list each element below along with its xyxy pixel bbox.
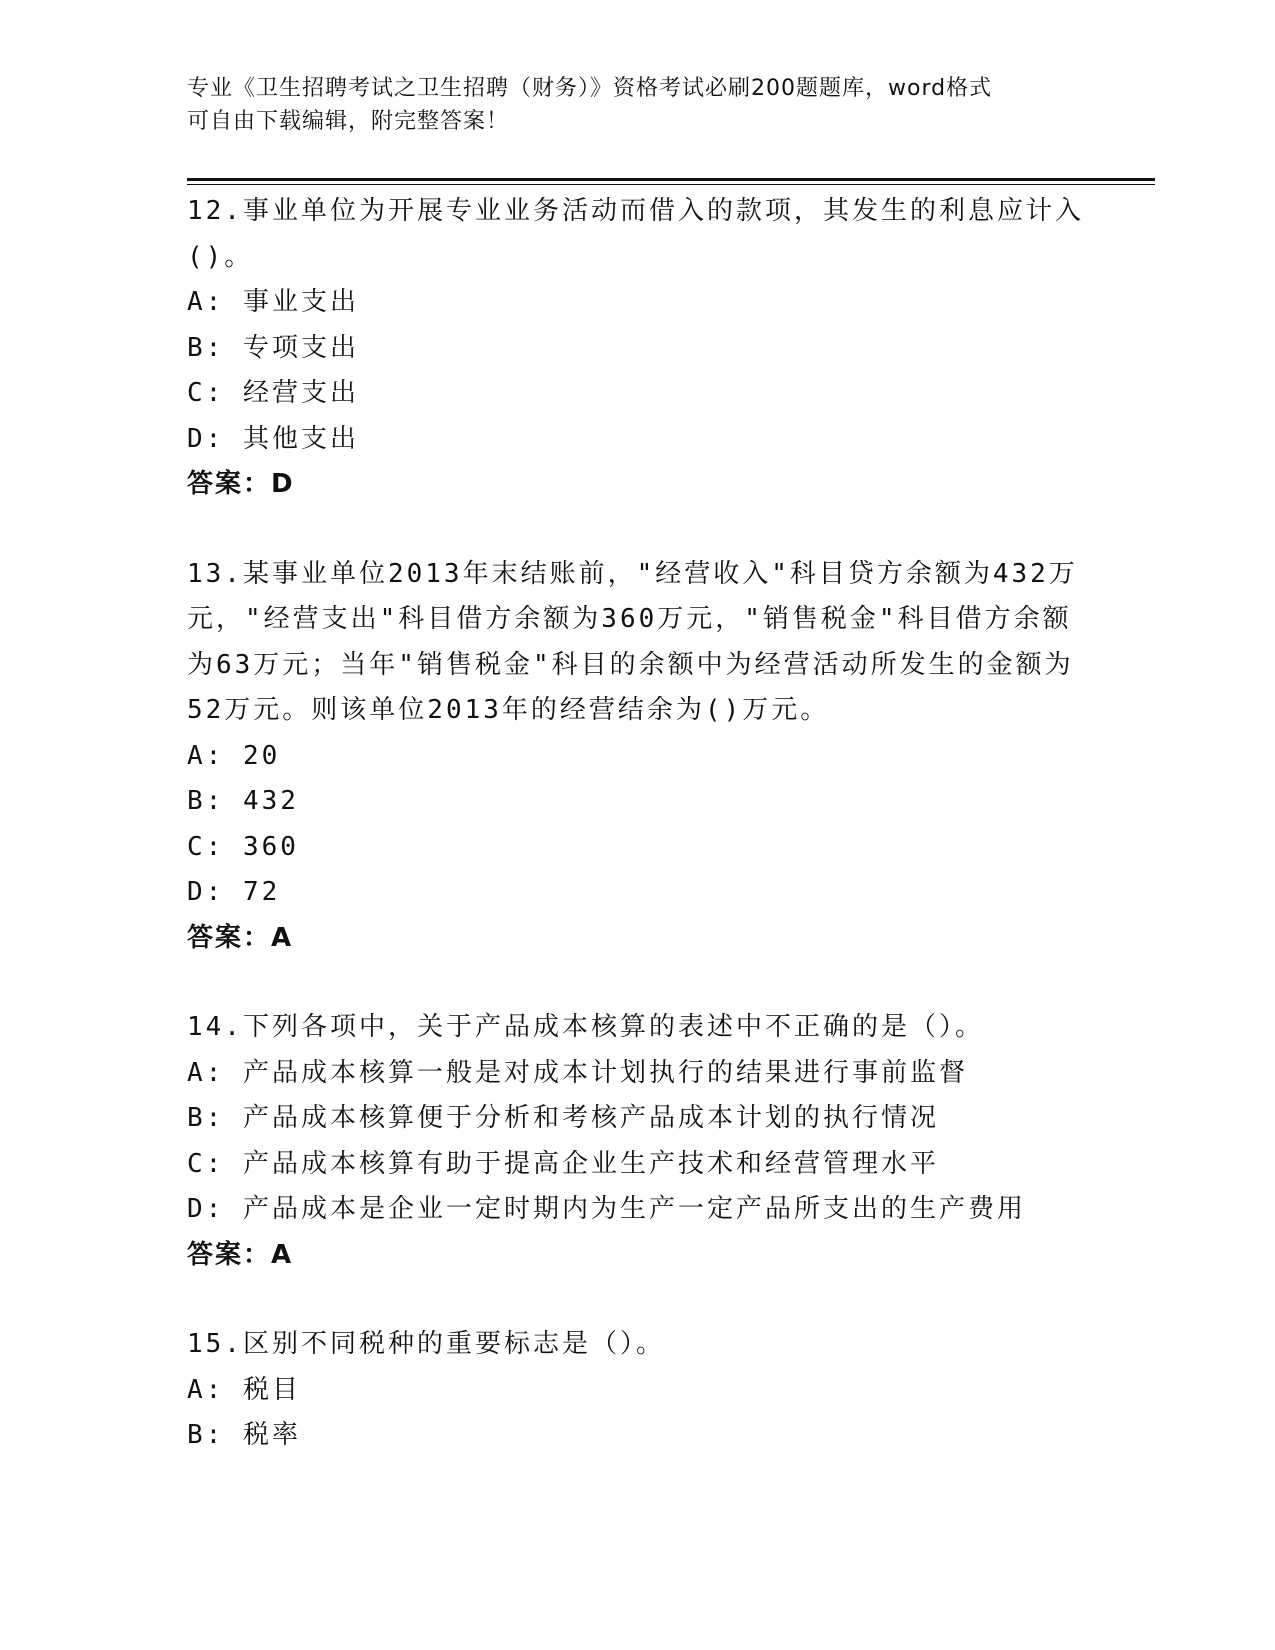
question-list: [187, 189, 1087, 1503]
option-c: C: 经营支出: [187, 378, 359, 408]
header-divider-thick: [187, 178, 1155, 181]
question-14: [187, 1005, 1087, 1278]
option-b: B: 产品成本核算便于分析和考核产品成本计划的执行情况: [187, 1103, 939, 1133]
question-12: [187, 189, 1087, 508]
question-15: [187, 1322, 1087, 1459]
option-b: B: 专项支出: [187, 332, 359, 363]
option-c: C: 360: [187, 831, 299, 862]
header-divider-thin: [187, 184, 1155, 185]
question-13: [187, 552, 1087, 962]
option-a: A: 税目: [187, 1374, 301, 1405]
option-a: A: 20: [187, 740, 281, 771]
option-d: D: 产品成本是企业一定时期内为生产一定产品所支出的生产费用: [187, 1194, 1026, 1224]
option-b: B: 432: [187, 786, 299, 816]
question-text: 12.事业单位为开展专业业务活动而借入的款项，其发生的利息应计入()。: [187, 196, 1084, 272]
question-text: 15.区别不同税种的重要标志是（）。: [187, 1329, 665, 1359]
answer-label: 答案：A: [187, 922, 294, 953]
question-text: 14.下列各项中，关于产品成本核算的表述中不正确的是（）。: [187, 1012, 984, 1042]
option-d: D: 72: [187, 877, 281, 907]
question-text: 13.某事业单位2013年末结账前，"经营收入"科目贷方余额为432万元，"经营支出"科目借方余额为360万元，"销售税金"科目借方余额为63万元；当年"销售税金"科目的余额中为经营活动所发生的金额为52万元。则该单位2013年的经营结余为()万元。: [187, 558, 1078, 725]
option-c: C: 产品成本核算有助于提高企业生产技术和经营管理水平: [187, 1148, 939, 1179]
document-header: [187, 72, 1067, 138]
option-d: D: 其他支出: [187, 423, 359, 454]
option-a: A: 事业支出: [187, 287, 359, 317]
header-line-1: 专业《卫生招聘考试之卫生招聘（财务）》资格考试必刷200题题库，word格式: [187, 76, 993, 101]
header-line-2: 可自由下载编辑，附完整答案！: [187, 109, 510, 134]
option-a: A: 产品成本核算一般是对成本计划执行的结果进行事前监督: [187, 1057, 968, 1088]
answer-label: 答案：A: [187, 1239, 294, 1270]
option-b: B: 税率: [187, 1420, 301, 1450]
answer-label: 答案：D: [187, 469, 295, 499]
